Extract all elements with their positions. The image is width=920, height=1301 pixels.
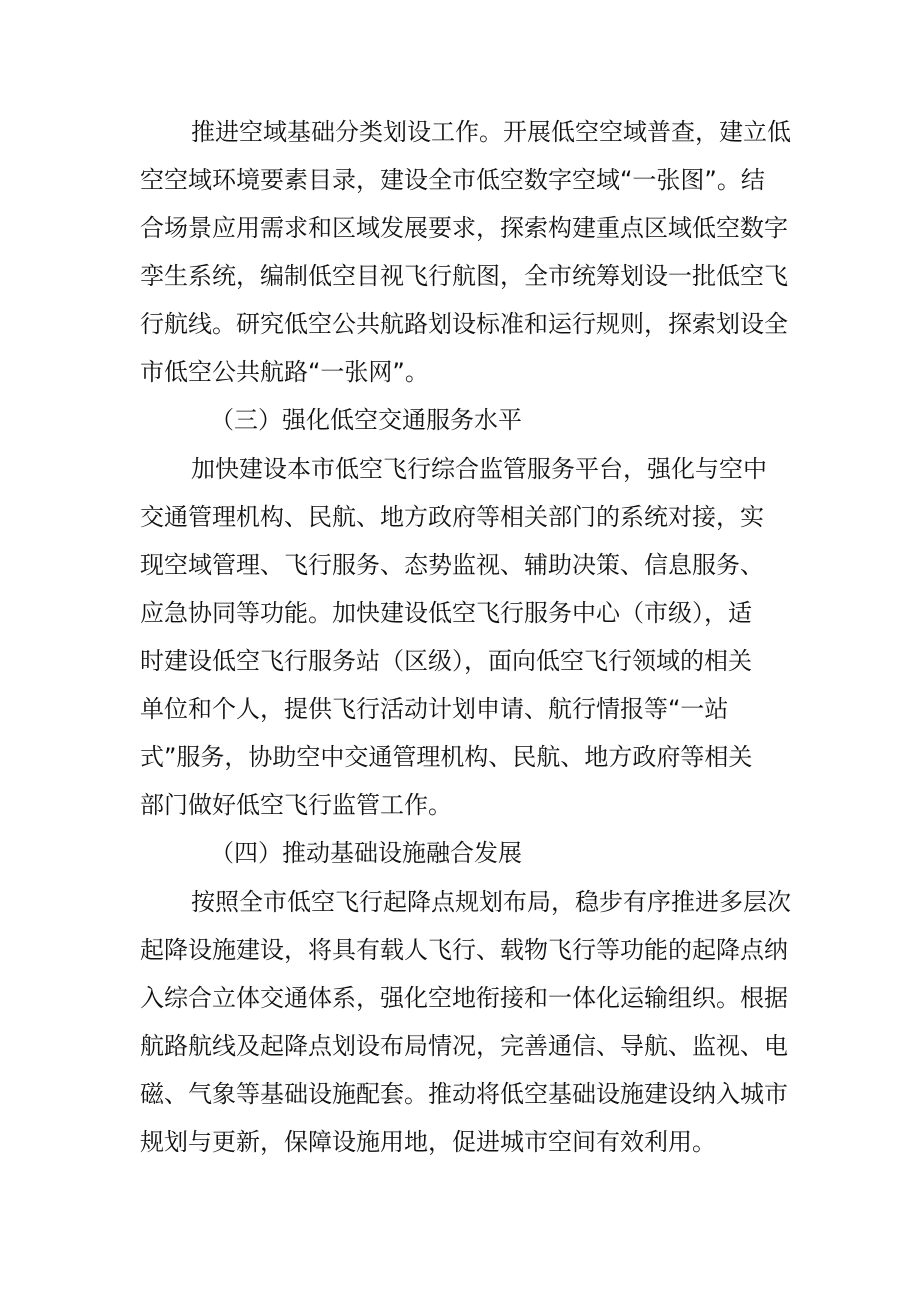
paragraph-1-line-2: 空空域环境要素目录，建设全市低空数字空域“一张图”。结 <box>140 166 765 194</box>
paragraph-3-line-1: 按照全市低空飞行起降点规划布局，稳步有序推进多层次 <box>191 888 791 916</box>
paragraph-3-line-5: 磁、气象等基础设施配套。推动将低空基础设施建设纳入城市 <box>140 1080 788 1108</box>
paragraph-2-line-4: 应急协同等功能。加快建设低空飞行服务中心（市级），适 <box>140 599 752 627</box>
paragraph-3-line-3: 入综合立体交通体系，强化空地衔接和一体化运输组织。根据 <box>140 984 788 1012</box>
paragraph-3-line-6: 规划与更新，保障设施用地，促进城市空间有效利用。 <box>140 1128 716 1156</box>
paragraph-1-line-5: 行航线。研究低空公共航路划设标准和运行规则，探索划设全 <box>140 310 788 338</box>
paragraph-2-line-8: 部门做好低空飞行监管工作。 <box>140 791 452 819</box>
section-heading-4: （四）推动基础设施融合发展 <box>210 839 522 867</box>
paragraph-2-line-5: 时建设低空飞行服务站（区级），面向低空飞行领域的相关 <box>140 647 752 675</box>
paragraph-2-line-6: 单位和个人，提供飞行活动计划申请、航行情报等“一站 <box>140 695 729 723</box>
paragraph-2-line-3: 现空域管理、飞行服务、态势监视、辅助决策、信息服务、 <box>140 551 764 579</box>
paragraph-1-line-3: 合场景应用需求和区域发展要求，探索构建重点区域低空数字 <box>140 214 788 242</box>
paragraph-3-line-4: 航路航线及起降点划设布局情况，完善通信、导航、监视、电 <box>140 1032 788 1060</box>
paragraph-1-line-4: 孪生系统，编制低空目视飞行航图，全市统筹划设一批低空飞 <box>140 262 788 290</box>
paragraph-2-line-1: 加快建设本市低空飞行综合监管服务平台，强化与空中 <box>191 455 767 483</box>
paragraph-1-line-6: 市低空公共航路“一张网”。 <box>140 358 429 386</box>
paragraph-3-line-2: 起降设施建设，将具有载人飞行、载物飞行等功能的起降点纳 <box>140 936 788 964</box>
paragraph-2-line-7: 式”服务，协助空中交通管理机构、民航、地方政府等相关 <box>140 743 753 771</box>
paragraph-2-line-2: 交通管理机构、民航、地方政府等相关部门的系统对接，实 <box>140 503 764 531</box>
paragraph-1-line-1: 推进空域基础分类划设工作。开展低空空域普查，建立低 <box>191 118 791 146</box>
section-heading-3: （三）强化低空交通服务水平 <box>210 406 522 434</box>
